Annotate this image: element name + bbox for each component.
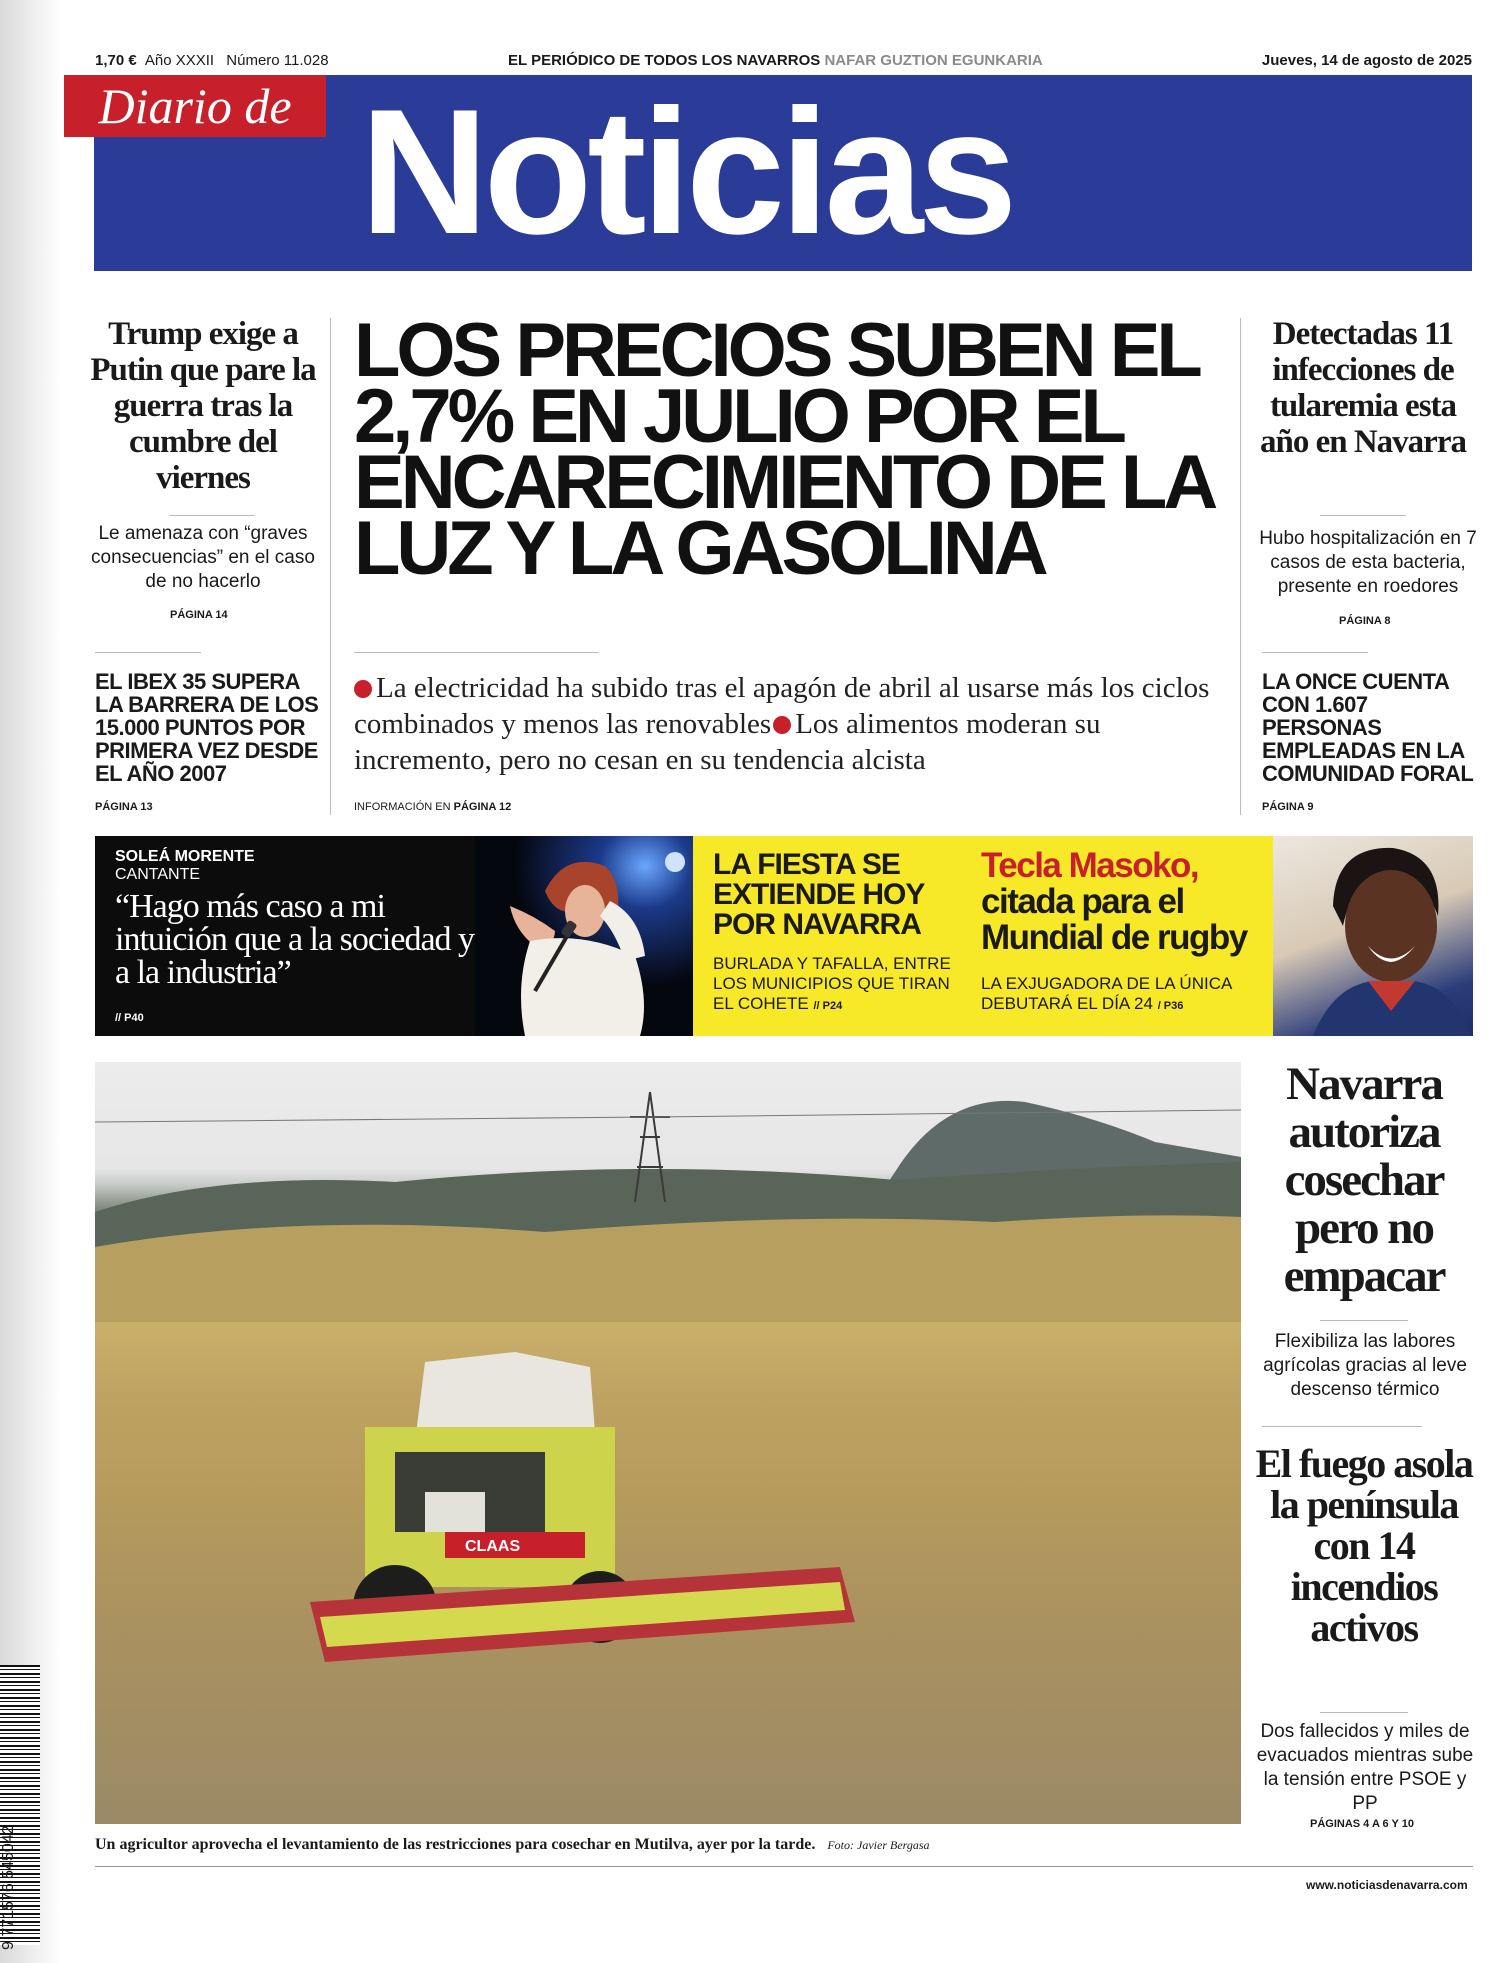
fiesta-summary <box>713 954 953 1016</box>
issue-number: Número 11.028 <box>226 52 329 69</box>
right-story1-headline[interactable]: Detectadas 11 infecciones de tularemia esta año en Navarra <box>1260 316 1466 460</box>
right-bottom-story1-headline[interactable]: Navarra autoriza cosechar pero no empacar <box>1283 1058 1445 1302</box>
bullet-dot-icon <box>773 716 791 734</box>
right-story1-summary: Hubo hospitalización en 7 casos de esta bacteria, presente en roedores <box>1259 528 1477 597</box>
harvester-brand: CLAAS <box>465 1538 521 1555</box>
interview-name: SOLEÁ MORENTE <box>115 848 255 865</box>
lead-info-page: PÁGINA 12 <box>453 801 512 813</box>
rugby-headline-rest: citada para el Mundial de rugby <box>981 882 1247 957</box>
website-link[interactable]: www.noticiasdenavarra.com <box>1306 1878 1468 1892</box>
right-bottom-story2-summary: Dos fallecidos y miles de evacuados mientras sube la tensión entre PSOE y PP <box>1256 1721 1474 1814</box>
issue-date: Jueves, 14 de agosto de 2025 <box>1261 52 1472 69</box>
volume-year: Año XXXII <box>144 52 215 69</box>
masthead-title: Noticias <box>360 72 1013 271</box>
fiesta-page: // P24 <box>813 1000 843 1012</box>
left-story2-headline[interactable]: EL IBEX 35 SUPERA LA BARRERA DE LOS 15.000 PUNTOS POR PRIMERA VEZ DESDE EL AÑO 2007 <box>95 669 319 786</box>
column-divider-right <box>1240 318 1241 815</box>
rugby-headline <box>981 848 1271 956</box>
interview-quote: “Hago más caso a mi intuición que a la sociedad y a la industria” <box>115 888 475 991</box>
fiesta-headline: LA FIESTA SE EXTIENDE HOY POR NAVARRA <box>713 848 924 941</box>
left-story1-headline[interactable]: Trump exige a Putin que pare la guerra tras la cumbre del viernes <box>90 316 316 496</box>
photo-credit: Foto: Javier Bergasa <box>827 1838 930 1852</box>
issue-info <box>95 52 329 69</box>
promo-fiesta-rugby[interactable] <box>693 836 1273 1036</box>
lead-bullet-2: Los alimentos moderan su incremento, pero no cesan en su tendencia alcista <box>354 708 1101 776</box>
rugby-headline-name: Tecla Masoko, <box>981 846 1199 885</box>
lead-summary <box>354 670 1224 778</box>
photo-caption <box>95 1836 930 1854</box>
lead-divider <box>354 652 599 653</box>
right-story2-headline[interactable]: LA ONCE CUENTA CON 1.607 PERSONAS EMPLEADAS EN LA COMUNIDAD FORAL <box>1262 669 1474 786</box>
motto-spanish: EL PERIÓDICO DE TODOS LOS NAVARROS <box>508 52 821 69</box>
right-bottom-story2-rule <box>1320 1712 1408 1713</box>
left-story1-rule <box>169 515 255 516</box>
lead-bullet-1: La electricidad ha subido tras el apagón de abril al usarse más los ciclos combinados y menos las renovables <box>354 672 1210 740</box>
lead-page-ref[interactable] <box>354 801 511 813</box>
singer-photo <box>475 836 693 1036</box>
photo-caption-text: Un agricultor aprovecha el levantamiento de las restricciones para cosechar en Mutilva, ayer por la tarde. <box>95 1836 816 1853</box>
footer-rule <box>95 1866 1473 1867</box>
right-bottom-story2-page[interactable]: PÁGINAS 4 A 6 Y 10 <box>1310 1818 1414 1830</box>
right-bottom-story2-headline[interactable]: El fuego asola la península con 14 incendios activos <box>1255 1441 1473 1650</box>
bullet-dot-icon <box>354 680 372 698</box>
interview-page: // P40 <box>115 1012 144 1024</box>
interview-role: CANTANTE <box>115 866 201 883</box>
right-story1-page[interactable]: PÁGINA 8 <box>1339 615 1391 627</box>
motto <box>508 52 1043 69</box>
price: 1,70 € <box>95 52 137 69</box>
right-bottom-story1-rule <box>1320 1320 1408 1321</box>
right-story1-rule <box>1320 515 1406 516</box>
right-bottom-divider <box>1262 1426 1422 1427</box>
rugby-player-image <box>1273 836 1473 1036</box>
left-story1-divider <box>95 652 201 653</box>
left-story2-page[interactable]: PÁGINA 13 <box>95 801 153 813</box>
fiesta-summary-text: BURLADA Y TAFALLA, ENTRE LOS MUNICIPIOS QUE TIRAN EL COHETE <box>713 954 951 1013</box>
right-story2-page[interactable]: PÁGINA 9 <box>1262 801 1314 813</box>
rugby-page: / P36 <box>1157 1000 1184 1012</box>
right-story1-divider <box>1262 652 1368 653</box>
lead-headline[interactable]: LOS PRECIOS SUBEN EL 2,7% EN JULIO POR EL ENCARECIMIENTO DE LA LUZ Y LA GASOLINA <box>354 308 1212 591</box>
left-story1-summary: Le amenaza con “graves consecuencias” en el caso de no hacerlo <box>91 523 315 592</box>
masthead-prefix-box <box>64 75 326 137</box>
lead-info-prefix: INFORMACIÓN EN <box>354 801 451 813</box>
masthead-prefix: Diario de <box>98 78 292 134</box>
combine-harvester <box>310 1352 855 1662</box>
combine-harvester-image <box>95 1062 1241 1824</box>
motto-basque: NAFAR GUZTION EGUNKARIA <box>824 52 1043 69</box>
rugby-player-photo <box>1273 836 1473 1036</box>
barcode-number: 9 771576 545042 <box>0 1825 17 1950</box>
right-bottom-story1-summary: Flexibiliza las labores agrícolas gracias al leve descenso térmico <box>1263 1331 1467 1400</box>
promo-interview[interactable] <box>95 836 693 1036</box>
column-divider-left <box>330 318 331 815</box>
left-story1-page[interactable]: PÁGINA 14 <box>170 609 228 621</box>
rugby-summary <box>981 974 1271 1016</box>
harvest-photo <box>95 1062 1241 1824</box>
rugby-summary-text: LA EXJUGADORA DE LA ÚNICA DEBUTARÁ EL DÍA 24 <box>981 974 1232 1013</box>
